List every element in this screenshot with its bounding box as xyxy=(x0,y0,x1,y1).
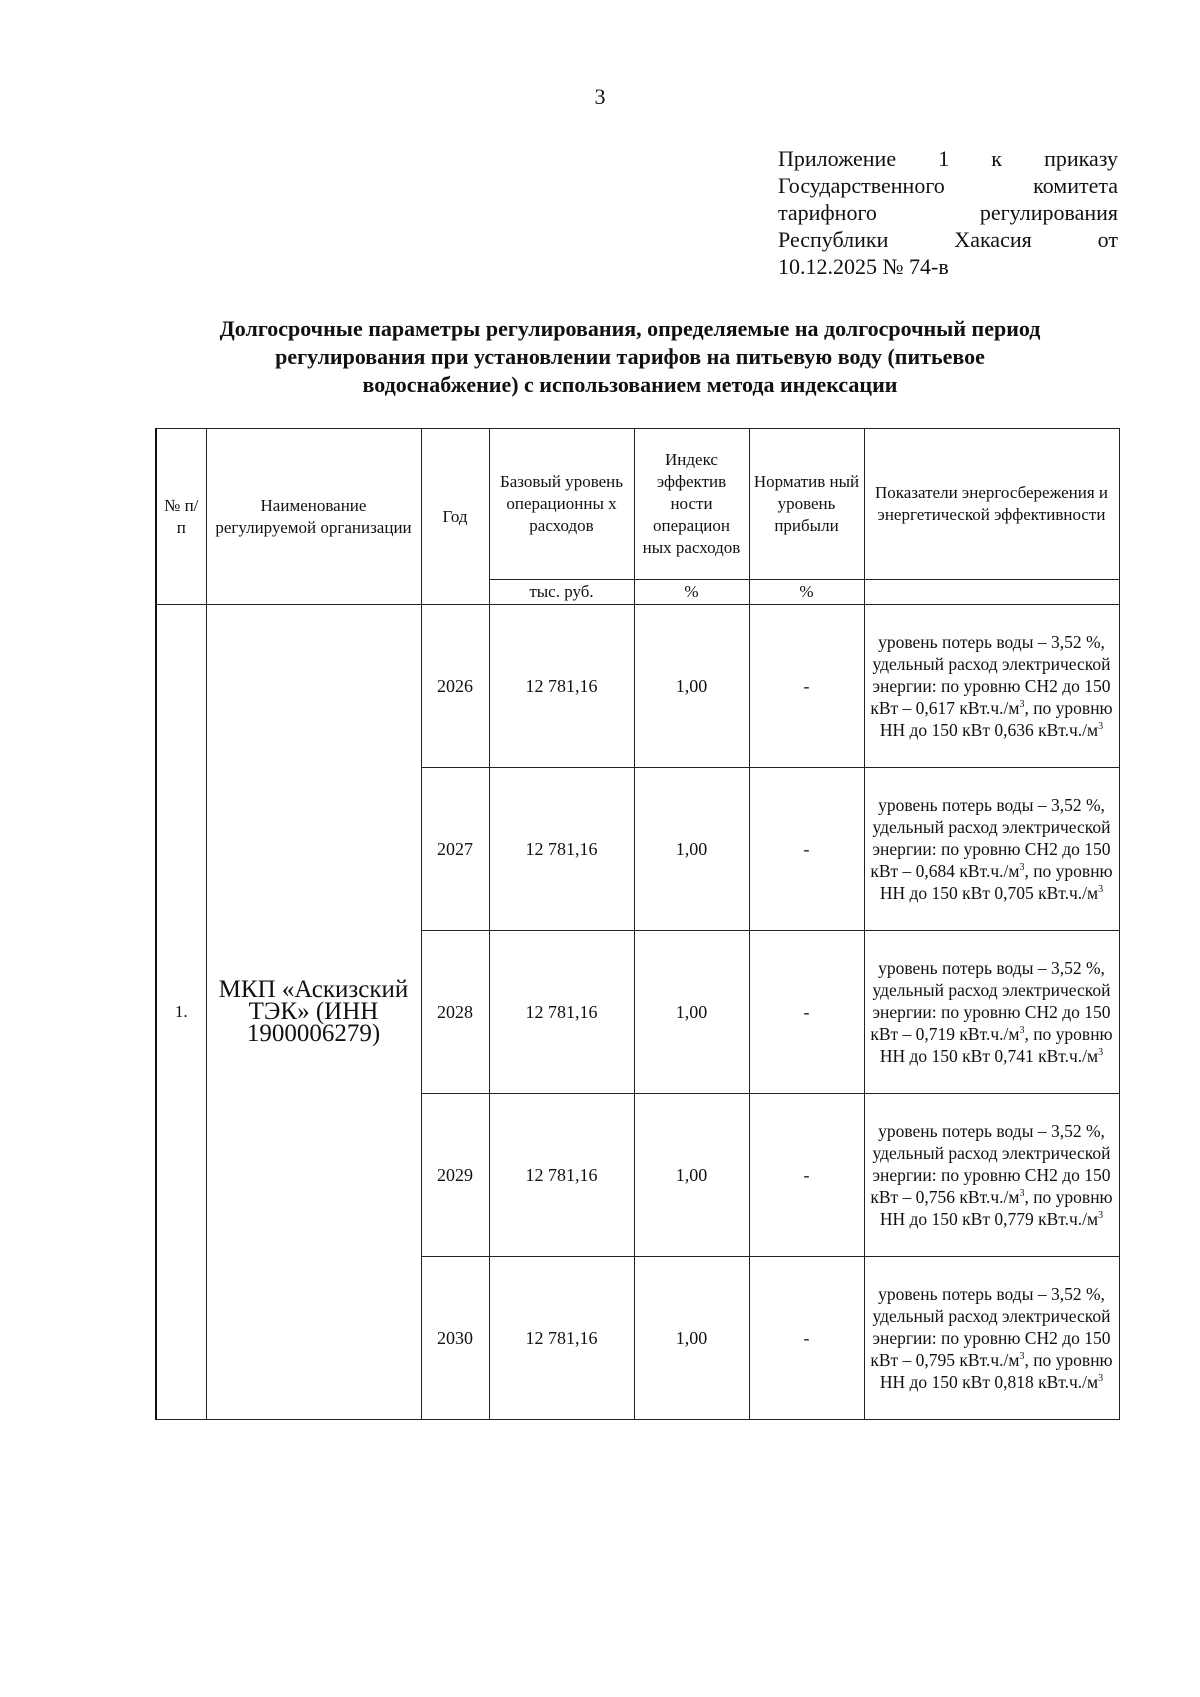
cell-profit: - xyxy=(749,768,864,931)
title-line: водоснабжение) с использованием метода индексации xyxy=(362,372,898,397)
header-num: № п/п xyxy=(156,429,206,605)
cell-opex: 12 781,16 xyxy=(489,768,634,931)
parameters-table xyxy=(155,428,1120,1420)
header-profit: Норматив ный уровень прибыли xyxy=(749,429,864,580)
cell-year: 2030 xyxy=(421,1257,489,1420)
cell-eff-index: 1,00 xyxy=(634,1094,749,1257)
cell-energy-indicators: уровень потерь воды – 3,52 %, удельный расход электрической энергии: по уровню СН2 до 150 кВт – 0,617 $кВт.ч./м^3$, по уровню НН до 150 кВт 0,636 $кВт.ч./м^3$ xyxy=(864,605,1119,768)
unit-opex: тыс. руб. xyxy=(489,580,634,605)
cell-profit: - xyxy=(749,1094,864,1257)
cell-energy-indicators: уровень потерь воды – 3,52 %, удельный расход электрической энергии: по уровню СН2 до 150 кВт – 0,719 $кВт.ч./м^3$, по уровню НН до 150 кВт 0,741 $кВт.ч./м^3$ xyxy=(864,931,1119,1094)
appendix-line: Государственного комитета xyxy=(778,173,1118,198)
header-eff-index: Индекс эффектив ности операцион ных расходов xyxy=(634,429,749,580)
unit-energy xyxy=(864,580,1119,605)
cell-opex: 12 781,16 xyxy=(489,931,634,1094)
title-line: регулирования при установлении тарифов на питьевую воду (питьевое xyxy=(275,344,985,369)
cell-energy-indicators: уровень потерь воды – 3,52 %, удельный расход электрической энергии: по уровню СН2 до 150 кВт – 0,756 $кВт.ч./м^3$, по уровню НН до 150 кВт 0,779 $кВт.ч./м^3$ xyxy=(864,1094,1119,1257)
unit-profit: % xyxy=(749,580,864,605)
table-header-row xyxy=(156,429,1119,580)
title-line: Долгосрочные параметры регулирования, определяемые на долгосрочный период xyxy=(219,316,1041,341)
cell-eff-index: 1,00 xyxy=(634,1257,749,1420)
row-number: 1. xyxy=(156,605,206,1420)
table-row xyxy=(156,605,1119,768)
appendix-line: тарифного регулирования xyxy=(778,200,1118,225)
cell-profit: - xyxy=(749,1257,864,1420)
cell-profit: - xyxy=(749,605,864,768)
header-org: Наименование регулируемой организации xyxy=(206,429,421,605)
cell-year: 2028 xyxy=(421,931,489,1094)
appendix-line: 10.12.2025 № 74-в xyxy=(778,254,949,279)
header-energy: Показатели энергосбережения и энергетической эффективности xyxy=(864,429,1119,580)
cell-year: 2026 xyxy=(421,605,489,768)
document-title xyxy=(150,315,1110,399)
appendix-line: Приложение 1 к приказу xyxy=(778,146,1118,171)
cell-year: 2027 xyxy=(421,768,489,931)
header-year: Год xyxy=(421,429,489,605)
cell-year: 2029 xyxy=(421,1094,489,1257)
cell-eff-index: 1,00 xyxy=(634,931,749,1094)
header-opex: Базовый уровень операционны х расходов xyxy=(489,429,634,580)
cell-opex: 12 781,16 xyxy=(489,1257,634,1420)
organization-name: МКП «Аскизский ТЭК» (ИНН 1900006279) xyxy=(206,605,421,1420)
appendix-line: Республики Хакасия от xyxy=(778,227,1118,252)
cell-energy-indicators: уровень потерь воды – 3,52 %, удельный расход электрической энергии: по уровню СН2 до 150 кВт – 0,795 $кВт.ч./м^3$, по уровню НН до 150 кВт 0,818 $кВт.ч./м^3$ xyxy=(864,1257,1119,1420)
cell-opex: 12 781,16 xyxy=(489,1094,634,1257)
appendix-note xyxy=(778,145,1118,280)
page-number: 3 xyxy=(594,84,606,109)
cell-eff-index: 1,00 xyxy=(634,768,749,931)
cell-profit: - xyxy=(749,931,864,1094)
unit-eff-index: % xyxy=(634,580,749,605)
cell-eff-index: 1,00 xyxy=(634,605,749,768)
cell-opex: 12 781,16 xyxy=(489,605,634,768)
cell-energy-indicators: уровень потерь воды – 3,52 %, удельный расход электрической энергии: по уровню СН2 до 150 кВт – 0,684 $кВт.ч./м^3$, по уровню НН до 150 кВт 0,705 $кВт.ч./м^3$ xyxy=(864,768,1119,931)
